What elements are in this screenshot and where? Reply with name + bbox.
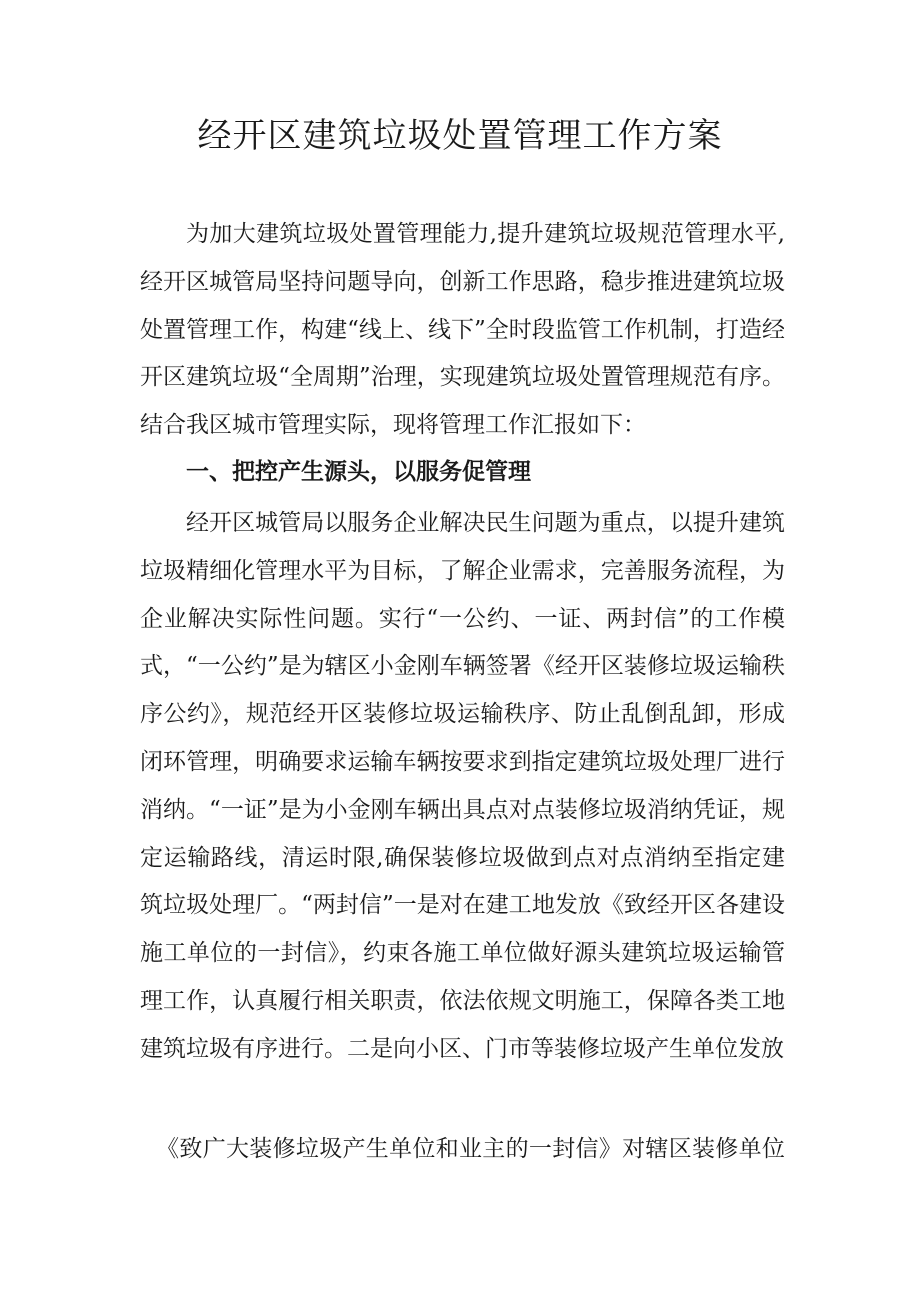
document-title: 经开区建筑垃圾处置管理工作方案 [197, 116, 723, 156]
intro-paragraph: 为加大建筑垃圾处置管理能力,提升建筑垃圾规范管理水平,经开区城管局坚持问题导向，创新工作思路，稳步推进建筑垃圾处置管理工作，构建“线上、线下”全时段监管工作机制，打造经开区建筑垃圾“全周期”治理，实现建筑垃圾处置管理规范有序。结合我区城市管理实际，现将管理工作汇报如下： [140, 221, 785, 439]
section-heading: 一、把控产生源头，以服务促管理 [186, 459, 531, 485]
section-1-paragraph: 经开区城管局以服务企业解决民生问题为重点，以提升建筑垃圾精细化管理水平为目标，了解企业需求，完善服务流程，为企业解决实际性问题。实行“一公约、一证、两封信”的工作模式，“一公约”是为辖区小金刚车辆签署《经开区装修垃圾运输秩序公约》，规范经开区装修垃圾运输秩序、防止乱倒乱卸，形成闭环管理，明确要求运输车辆按要求到指定建筑垃圾处理厂进行消纳。“一证”是为小金刚车辆出具点对点装修垃圾消纳凭证，规定运输路线，清运时限,确保装修垃圾做到点对点消纳至指定建筑垃圾处理厂。“两封信”一是对在建工地发放《致经开区各建设施工单位的一封信》，约束各施工单位做好源头建筑垃圾运输管理工作，认真履行相关职责，依法依规文明施工，保障各类工地建筑垃圾有序进行。二是向小区、门市等装修垃圾产生单位发放 [140, 510, 785, 1062]
continuation-paragraph: 《致广大装修垃圾产生单位和业主的一封信》对辖区装修单位 [156, 1136, 786, 1162]
